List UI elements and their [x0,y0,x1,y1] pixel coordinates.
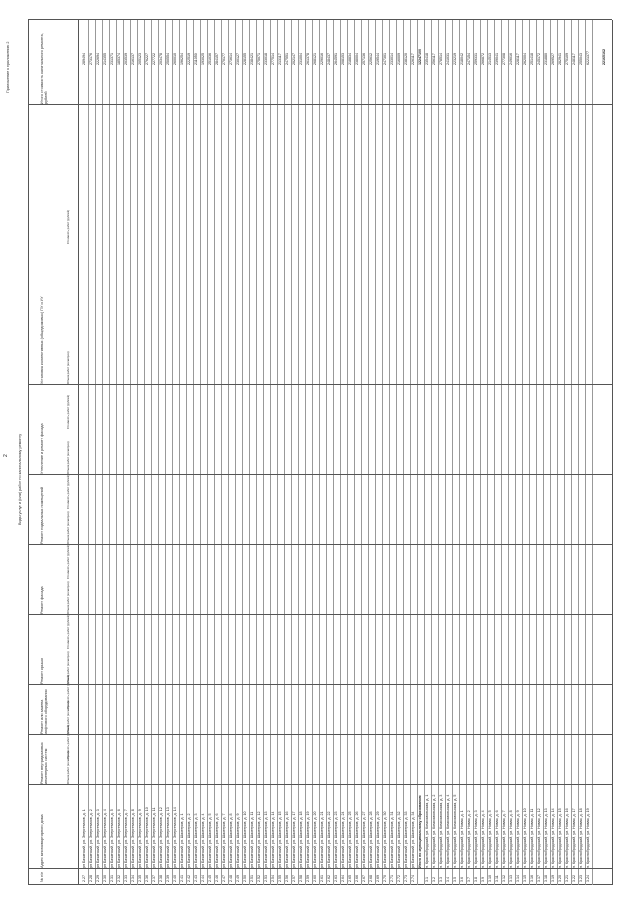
row-number: 3.20 [558,875,562,882]
row-total: 228155 [243,53,247,65]
row-total: 235418 [425,53,429,65]
row-address: рп Бачатский, ул. Шахтеров, д. 9 [236,813,240,868]
row-total: 273176 [89,53,93,65]
column-header: Ремонт подвальных помещений [40,487,44,544]
row-address: п. Краснобродский, ул. Новая, д. 16 [565,808,569,868]
row-total: 275109 [565,53,569,65]
row-total: 278514 [439,53,443,65]
row-total: 259331 [474,53,478,65]
row-number: 2.41 [180,875,184,882]
row-address: рп Бачатский, ул. Энергетиков, д. 3 [96,809,100,868]
row-number: 2.44 [201,875,205,882]
row-address: рп Бачатский, ул. Энергетиков, д. 8 [131,809,135,868]
row-total: 256117 [432,53,436,65]
column-divider [28,785,612,786]
column-divider [28,685,612,686]
column-header: Ремонт или замена лифтового оборудования [40,689,48,734]
row-total: 261378 [306,53,310,65]
row-address: рп Бачатский, ул. Энергетиков, д. 11 [152,807,156,868]
subcolumn-header: Объем работ (кв.метров) [66,511,70,544]
row-address: рп Бачатский, ул. Энергетиков, д. 12 [159,807,163,868]
row-address: рп Бачатский, ул. Шахтеров, д. 26 [355,811,359,868]
row-address: п. Краснобродский, ул. Новая, д. 10 [523,808,527,868]
subcolumn-header: Объем работ (кв.метров) [66,751,70,784]
row-number: 2.47 [222,875,226,882]
subcolumn-header: Объем работ (кв.метров) [66,581,70,614]
row-address: рп Бачатский, ул. Энергетиков, д. 4 [103,809,107,868]
row-address: п. Краснобродский, ул. Новая, д. 17 [572,808,576,868]
row-address: рп Бачатский, ул. Шахтеров, д. 19 [306,811,310,868]
row-address: Итого по муниципальному образованию [418,795,422,868]
row-address: рп Бачатский, ул. Шахтеров, д. 24 [341,811,345,868]
row-address: рп Бачатский, ул. Шахтеров, д. 7 [222,813,226,868]
subcolumn-header: Стоимость работ (рублей) [66,674,70,709]
row-address: п. Краснобродский, ул. Новая, д. 6 [495,810,499,868]
row-address: п. Краснобродский, ул. Новая, д. 7 [502,810,506,868]
row-number: 2.33 [124,875,128,882]
row-address: рп Бачатский, ул. Энергетиков, д. 9 [138,809,142,868]
row-total: 250554 [166,53,170,65]
row-total: 214355 [103,53,107,65]
row-number: 3.1 [425,877,429,882]
row-number: 3.23 [579,875,583,882]
row-address: рп Бачатский, ул. Шахтеров, д. 20 [313,811,317,868]
row-total: 266872 [481,53,485,65]
row-number: 2.42 [187,875,191,882]
row-number: 3.19 [551,875,555,882]
row-number: 2.59 [306,875,310,882]
row-address: п. Краснобродский, ул. Новая, д. 14 [551,808,555,868]
row-address: рп Бачатский, ул. Шахтеров, д. 34 [411,811,415,868]
row-total: 275071 [257,53,261,65]
row-number: 2.61 [320,875,324,882]
row-number: 2.37 [152,875,156,882]
column-divider [28,615,612,616]
row-number: 3.16 [530,875,534,882]
row-address: рп Бачатский, ул. Шахтеров, д. 15 [278,811,282,868]
row-number: 3.24 [586,875,590,882]
row-number: 3.14 [516,875,520,882]
row-total: 230127 [236,53,240,65]
row-total: 219544 [376,53,380,65]
subcolumn-header: Объем работ (кв.метров) [66,351,70,384]
row-total: 227722 [152,53,156,65]
row-total: 213117 [278,53,282,65]
row-number: 2.52 [257,875,261,882]
row-address: рп Бачатский, ул. Шахтеров, д. 23 [334,811,338,868]
row-total: 248437 [327,53,331,65]
row-total: 269527 [551,53,555,65]
row-address: рп Бачатский, ул. Шахтеров, д. 27 [362,811,366,868]
row-total: 222519 [187,53,191,65]
row-address: рп Бачатский, ул. Шахтеров, д. 11 [250,811,254,868]
row-total: 231880 [544,53,548,65]
row-total: 211050 [194,53,198,65]
row-number: 2.28 [89,875,93,882]
row-number: 3.18 [544,875,548,882]
row-number: 2.72 [397,875,401,882]
row-total: 276227 [145,53,149,65]
appendix-label: Приложение к приложению 2 [6,41,10,93]
row-number: 2.27 [82,875,86,882]
row-total: 12247100 [418,49,422,65]
row-total: 264591 [334,53,338,65]
row-number: 2.51 [250,875,254,882]
row-number: 3.22 [572,875,576,882]
row-total: 248117 [572,53,576,65]
row-total: 225612 [369,53,373,65]
row-total: 216009 [397,53,401,65]
subcolumn-header: Стоимость работ (рублей) [66,614,70,649]
row-address: п. Краснобродский, ул. Новая, д. 19 [586,808,590,868]
row-number: 2.67 [362,875,366,882]
row-address: рп Бачатский, ул. Шахтеров, д. 32 [397,811,401,868]
row-total: 238004 [355,53,359,65]
row-address: п. Краснобродский, ул. Новая, д. 18 [579,808,583,868]
page-number: 2 [3,454,9,457]
row-total: 268121 [313,53,317,65]
row-total: 226117 [411,53,415,65]
row-address: рп Бачатский, ул. Шахтеров, д. 14 [271,811,275,868]
row-number: 2.48 [229,875,233,882]
row-total: 255043 [579,53,583,65]
row-number: 2.43 [194,875,198,882]
row-total: 233014 [390,53,394,65]
subcolumn-header: Стоимость работ (рублей) [66,394,70,429]
row-total: 231371 [110,53,114,65]
row-address: рп Бачатский, ул. Шахтеров, д. 6 [215,813,219,868]
row-address: п. Краснобродский, ул. Новая, д. 5 [488,810,492,868]
row-number: 3.6 [460,877,464,882]
row-address: рп Бачатский, ул. Энергетиков, д. 5 [110,809,114,868]
row-number: 2.54 [271,875,275,882]
row-number: 2.68 [369,875,373,882]
row-total: 277308 [502,53,506,65]
subcolumn-header: Объем работ (кв.метров) [66,701,70,734]
row-total: 282941 [558,53,562,65]
row-number: 2.69 [376,875,380,882]
row-address: п. Краснобродский, ул. Новая, д. 15 [558,808,562,868]
row-address: рп Бачатский, ул. Шахтеров, д. 33 [404,811,408,868]
row-address: рп Бачатский, ул. Шахтеров, д. 17 [292,811,296,868]
row-total: 228117 [516,53,520,65]
row-number: 2.36 [145,875,149,882]
row-address: п. Краснобродский, ул. Комсомольская, д. 1 [425,794,429,868]
row-number: 3.17 [537,875,541,882]
row-number: 3.10 [488,875,492,882]
row-number: 2.29 [96,875,100,882]
row-address: п. Краснобродский, ул. Новая, д. 9 [516,810,520,868]
row-number: 2.46 [215,875,219,882]
row-total: 249016 [509,53,513,65]
row-total: 239041 [495,53,499,65]
table-top-border [28,20,29,885]
row-address: рп Бачатский, ул. Энергетиков, д. 6 [117,809,121,868]
row-address: рп Бачатский, ул. Шахтеров, д. 1 [180,813,184,868]
row-total: 223219 [453,53,457,65]
row-address: п. Краснобродский, ул. Новая, д. 3 [474,810,478,868]
row-total: 260010 [173,53,177,65]
header-bottom-border [78,20,79,885]
row-total: 229016 [320,53,324,65]
row-total: 247551 [285,53,289,65]
row-number: 3.11 [495,875,499,882]
row-total: 241031 [446,53,450,65]
row-number: 2.40 [173,875,177,882]
row-total: 273614 [229,53,233,65]
row-total: 247154 [467,53,471,65]
row-total: 233018 [264,53,268,65]
row-number: 3.5 [453,877,457,882]
row-total: 202147 [292,53,296,65]
row-address: рп Бачатский, ул. Энергетиков, д. 2 [89,809,93,868]
row-number: 3.15 [523,875,527,882]
row-address: рп Бачатский, ул. Шахтеров, д. 12 [257,811,261,868]
row-number: 2.62 [327,875,331,882]
subcolumn-header: Объем работ (кв.метров) [66,441,70,474]
row-total: 196254 [180,53,184,65]
row-total: 214513 [488,53,492,65]
row-number: 3.8 [474,877,478,882]
column-header: Ремонт крыши [40,658,44,684]
row-address: п. Краснобродский, ул. Комсомольская, д. 4 [446,794,450,868]
row-address: рп Бачатский, ул. Энергетиков, д. 14 [173,807,177,868]
row-number: 2.39 [166,875,170,882]
row-total: 251418 [530,53,534,65]
row-total: 257136 [362,53,366,65]
column-divider [28,385,612,386]
row-total: 245172 [537,53,541,65]
table-bottom-border [612,20,613,885]
row-address: рп Бачатский, ул. Шахтеров, д. 31 [390,811,394,868]
row-total: 251036 [208,53,212,65]
column-header: Итого стоимость капитального ремонта, рублей [40,33,48,104]
row-address: п. Краснобродский, ул. Комсомольская, д. 3 [439,794,443,868]
row-address: рп Бачатский, ул. Энергетиков, д. 13 [166,807,170,868]
row-address: п. Краснобродский, ул. Комсомольская, д. 5 [453,794,457,868]
row-address: п. Краснобродский, ул. Новая, д. 1 [460,810,464,868]
row-address: рп Бачатский, ул. Шахтеров, д. 16 [285,811,289,868]
row-total: 205123 [138,53,142,65]
row-number: 2.31 [110,875,114,882]
row-total: 289494 [82,53,86,65]
row-address: рп Бачатский, ул. Шахтеров, д. 30 [383,811,387,868]
row-total: 218834 [348,53,352,65]
row-address: рп Бачатский, ул. Шахтеров, д. 25 [348,811,352,868]
row-number: 2.60 [313,875,317,882]
row-number: 3.2 [432,877,436,882]
column-divider [28,475,612,476]
row-number: 2.71 [390,875,394,882]
row-number: 2.65 [348,875,352,882]
row-total: 238120 [404,53,408,65]
column-divider [28,105,612,106]
column-header: № п/п [40,871,44,882]
row-address: п. Краснобродский, ул. Новая, д. 4 [481,810,485,868]
row-number: 2.34 [131,875,135,882]
row-total: 203539 [124,53,128,65]
row-total: 238421 [250,53,254,65]
row-address: рп Бачатский, ул. Шахтеров, д. 18 [299,811,303,868]
row-total: 247301 [383,53,387,65]
column-divider [28,869,612,870]
row-address: рп Бачатский, ул. Шахтеров, д. 4 [201,813,205,868]
row-address: рп Бачатский, ул. Шахтеров, д. 22 [327,811,331,868]
row-address: рп Бачатский, ул. Шахтеров, д. 10 [243,811,247,868]
column-header: Утепление и ремонт фасада [40,423,44,474]
subcolumn-header: Объем работ (кв.метров) [66,651,70,684]
row-address: рп Бачатский, ул. Шахтеров, д. 5 [208,813,212,868]
column-divider [28,545,612,546]
row-address: рп Бачатский, ул. Энергетиков, д. 7 [124,809,128,868]
row-total: 262004 [523,53,527,65]
subcolumn-header: Стоимость работ (рублей) [66,724,70,759]
row-number: 2.38 [159,875,163,882]
row-total: 203478 [159,53,163,65]
row-address: п. Краснобродский, ул. Новая, д. 2 [467,810,471,868]
row-address: рп Бачатский, ул. Шахтеров, д. 21 [320,811,324,868]
row-address: рп Бачатский, ул. Шахтеров, д. 8 [229,813,233,868]
row-address: рп Бачатский, ул. Шахтеров, д. 3 [194,813,198,868]
column-header: Адрес многоквартирного дома [40,814,44,868]
row-address: рп Бачатский, ул. Шахтеров, д. 2 [187,813,191,868]
row-number: 3.7 [467,877,471,882]
row-total: 270177 [222,53,226,65]
row-number: 2.49 [236,875,240,882]
row-total: 216137 [131,53,135,65]
grand-total: 22165162 [602,49,606,65]
row-number: 2.45 [208,875,212,882]
row-total: 185374 [117,53,121,65]
row-total: 231004 [299,53,303,65]
row-total: 193025 [201,53,205,65]
row-number: 2.32 [117,875,121,882]
row-number: 3.9 [481,877,485,882]
column-divider [28,735,612,736]
row-number: 3.3 [439,877,443,882]
row-number: 2.64 [341,875,345,882]
table-title: Виды услуг и (или) работ по капитальному ремонту [18,433,22,525]
row-total: 277514 [271,53,275,65]
row-total: 284157 [215,53,219,65]
row-address: рп Бачатский, ул. Шахтеров, д. 29 [376,811,380,868]
row-address: п. Краснобродский, ул. Новая, д. 8 [509,810,513,868]
row-address: п. Краснобродский, ул. Новая, д. 12 [537,808,541,868]
row-total: 218042 [460,53,464,65]
row-number: 2.30 [103,875,107,882]
subcolumn-header: Стоимость работ (рублей) [66,474,70,509]
row-address: рп Бачатский, ул. Шахтеров, д. 13 [264,811,268,868]
row-total: 208153 [341,53,345,65]
row-address: п. Краснобродский, ул. Новая, д. 11 [530,808,534,868]
row-total: 6221377 [586,51,590,65]
row-total: 222694 [96,53,100,65]
row-number: 2.66 [355,875,359,882]
row-address: рп Бачатский, ул. Энергетиков, д. 1 [82,809,86,868]
column-header: Установка коллективных (общедомовых) ПУ и УУ [40,296,44,384]
row-address: п. Краснобродский, ул. Комсомольская, д. 2 [432,794,436,868]
subcolumn-header: Стоимость работ (рублей) [66,209,70,244]
column-header: Ремонт фасада [40,586,44,614]
column-header: Ремонт внутридомовых инженерных систем [40,742,48,784]
row-number: 2.58 [299,875,303,882]
subcolumn-header: Стоимость работ (рублей) [66,544,70,579]
row-number: 2.73 [404,875,408,882]
row-address: п. Краснобродский, ул. Новая, д. 13 [544,808,548,868]
row-number: 2.35 [138,875,142,882]
row-number: 2.53 [264,875,268,882]
row-number: 2.63 [334,875,338,882]
row-number: 2.56 [285,875,289,882]
row-number: 3.4 [446,877,450,882]
row-number: 2.70 [383,875,387,882]
row-number: 2.74 [411,875,415,882]
row-number: 2.57 [292,875,296,882]
row-number: 2.55 [278,875,282,882]
row-address: рп Бачатский, ул. Шахтеров, д. 28 [369,811,373,868]
row-number: 3.21 [565,875,569,882]
row-number: 3.12 [502,875,506,882]
row-number: 2.50 [243,875,247,882]
row-address: рп Бачатский, ул. Энергетиков, д. 10 [145,807,149,868]
row-number: 3.13 [509,875,513,882]
